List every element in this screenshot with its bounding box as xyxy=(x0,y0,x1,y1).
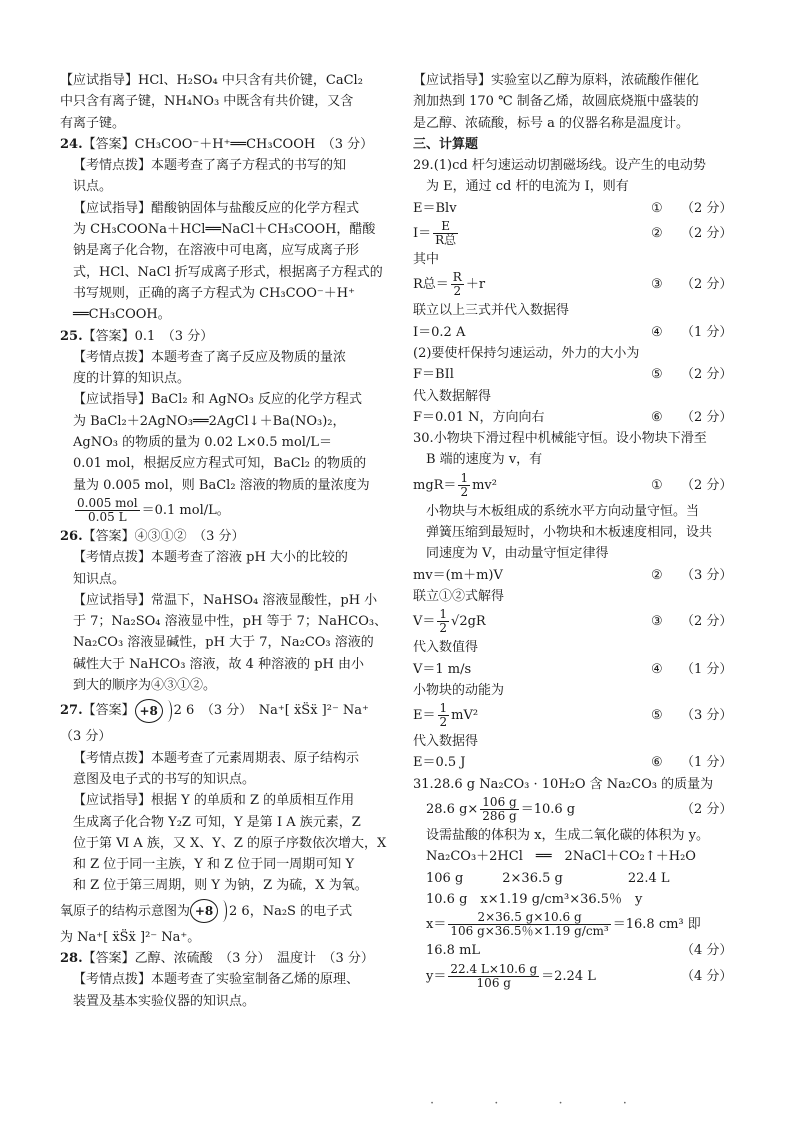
equation-line: F＝0.01 N，方向向右 ⑥ （2 分） xyxy=(413,409,733,425)
equation-line: E＝0.5 J ⑥ （1 分） xyxy=(413,755,733,771)
q31-number: 31. xyxy=(413,776,434,792)
text-line: 代入数据解得 xyxy=(413,388,492,404)
q31-line: 31.28.6 g Na₂CO₃ · 10H₂O 含 Na₂CO₃ 的质量为 xyxy=(413,776,714,792)
text-line: 碱性大于 NaHCO₃ 溶液，故 4 种溶液的 pH 由小 xyxy=(73,656,365,672)
answer-text: 【答案】乙醇、浓硫酸 （3 分） 温度计 （3 分） xyxy=(82,950,374,966)
q30-line: 30.小物块下滑过程中机械能守恒。设小物块下滑至 xyxy=(413,431,707,447)
equation-line: 28.6 g× $\frac{106 g}{286 g}$ ＝10.6 g （2 分） xyxy=(426,795,733,824)
text-line: 【应试指导】HCl、H₂SO₄ 中只含有共价键，CaCl₂ xyxy=(60,73,363,88)
text-line: 代入数据得 xyxy=(413,734,479,750)
electron-shell-icon xyxy=(218,900,227,922)
q27-answer: 27.【答案】 +8 2 6 （3 分） Na⁺[ ẍS̈ẍ ]²⁻ Na⁺ xyxy=(60,696,405,726)
left-column xyxy=(60,70,405,1012)
fraction: $\frac{22.4 L\times 10.6 g}{106 g}$ xyxy=(450,961,538,990)
text-line: 意图及电子式的书写的知识点。 xyxy=(73,771,256,787)
equation-line: y＝ $\frac{22.4 L\times 10.6 g}{106 g}$ ＝2.24 L （4 分） xyxy=(426,961,733,990)
text-line: 书写规则，正确的离子方程式为 CH₃COO⁻＋H⁺ xyxy=(73,285,355,301)
fraction: $\frac{1}{2}$ xyxy=(460,470,469,499)
equation-line: I＝ $\frac{E}{\text{R总}}$ ② （2 分） xyxy=(413,219,733,248)
atom-nucleus-icon: +8 xyxy=(135,699,163,723)
fraction: $\frac{1}{2}$ xyxy=(439,607,448,636)
text-line: 小物块与木板组成的系统水平方向动量守恒。当 xyxy=(426,503,700,519)
q26-answer xyxy=(60,526,405,547)
text-line: 和 Z 位于同一主族，Y 和 Z 位于同一周期可知 Y xyxy=(73,857,355,873)
formula-line: 氧原子的结构示意图为 +8 2 6，Na₂S 的电子式 xyxy=(60,897,405,927)
answer-text: 【答案】CH₃COO⁻＋H⁺══CH₃COOH （3 分） xyxy=(82,136,374,152)
text-line: 和 Z 位于第三周期，则 Y 为钠，Z 为硫，X 为氧。 xyxy=(73,878,368,894)
q28-number: 28. xyxy=(60,950,83,966)
equation-line: x＝ $\frac{2\times 36.5 g\times 10.6 g}{\text{106 g×36.5％×1.19 g/cm³}}$ ＝16.8 cm³ 即 xyxy=(426,910,701,939)
text-line: B 端的速度为 v，有 xyxy=(426,452,543,468)
answer-text: 【答案】④③①② （3 分） xyxy=(82,528,245,544)
equation-line: F＝BIl ⑤ （2 分） xyxy=(413,367,733,383)
text-line: 识点。 xyxy=(73,179,113,195)
q29-line: 29.(1)cd 杆匀速运动切割磁场线。设产生的电动势 xyxy=(413,158,706,174)
text-line: AgNO₃ 的物质的量为 0.02 L×0.5 mol/L＝ xyxy=(73,435,332,451)
text-line: 【应试指导】醋酸钠固体与盐酸反应的化学方程式 xyxy=(73,200,360,216)
q24-answer xyxy=(60,134,405,155)
text-line: (2)要使杆保持匀速运动，外力的大小为 xyxy=(413,345,640,361)
fraction: $\frac{1}{2}$ xyxy=(439,701,448,730)
text-line: 为 E，通过 cd 杆的电流为 I，则有 xyxy=(426,179,629,195)
fraction: $\frac{E}{\text{R总}}$ xyxy=(435,219,457,248)
answer-text: 【答案】0.1 （3 分） xyxy=(82,328,214,344)
electron-shell-icon xyxy=(163,700,172,722)
q28-answer xyxy=(60,948,405,969)
text-line: 【考情点拨】本题考查了离子方程式的书写的知 xyxy=(73,158,347,174)
text-line: （3 分） xyxy=(60,729,112,745)
q29-number: 29. xyxy=(413,158,434,174)
reaction-row: 106 g 2×36.5 g 22.4 L xyxy=(426,870,670,886)
equation-line: V＝ $\frac{1}{2}$ √2gR ③ （2 分） xyxy=(413,607,733,636)
text-line: 为 Na⁺[ ẍS̈ẍ ]²⁻ Na⁺。 xyxy=(60,929,201,945)
text-line: 于 7；Na₂SO₄ 溶液显中性，pH 等于 7；NaHCO₃、 xyxy=(73,614,388,630)
reaction-equation: Na₂CO₃＋2HCl ══ 2NaCl＋CO₂↑＋H₂O xyxy=(426,849,696,865)
text-line: 到大的顺序为④③①②。 xyxy=(73,678,217,694)
equation-line: E＝ $\frac{1}{2}$ mV² ⑤ （3 分） xyxy=(413,701,733,730)
text-line: ══CH₃COOH。 xyxy=(73,307,171,323)
fraction: $\frac{R}{2}$ xyxy=(452,270,462,299)
q26-number: 26. xyxy=(60,528,83,544)
text-line: 装置及基本实验仪器的知识点。 xyxy=(73,993,256,1009)
text-line: 【考情点拨】本题考查了元素周期表、原子结构示 xyxy=(73,750,360,766)
q30-number: 30. xyxy=(413,431,434,447)
text-line: 中只含有离子键，NH₄NO₃ 中既含有共价键，又含 xyxy=(60,94,354,110)
text-line: 为 BaCl₂＋2AgNO₃══2AgCl↓＋Ba(NO₃)₂， xyxy=(73,413,346,429)
equation-line: I＝0.2 A ④ （1 分） xyxy=(413,324,733,340)
text-line: 钠是离子化合物，在溶液中可电离，应写成离子形 xyxy=(73,243,360,259)
atom-nucleus-icon: +8 xyxy=(190,899,218,923)
equation-line: R总＝ $\frac{R}{2}$ ＋r ③ （2 分） xyxy=(413,270,733,299)
text-line: 是乙醇、浓硫酸，标号 a 的仪器名称是温度计。 xyxy=(413,115,690,131)
text-line: 位于第 Ⅵ A 族，又 X、Y、Z 的原子序数依次增大，X xyxy=(73,835,387,851)
text-line: 其中 xyxy=(413,252,440,268)
fraction: $\frac{\text{0.005 mol}}{0.05 L}$ xyxy=(77,495,138,524)
text-line: 为 CH₃COONa＋HCl══NaCl＋CH₃COOH，醋酸 xyxy=(73,222,376,238)
equation-line: E＝Blv ① （2 分） xyxy=(413,200,733,216)
fraction: $\frac{106 g}{286 g}$ xyxy=(482,795,517,824)
text-line: 有离子键。 xyxy=(60,115,126,131)
q24-number: 24. xyxy=(60,136,83,152)
text-line: 【应试指导】根据 Y 的单质和 Z 的单质相互作用 xyxy=(73,793,355,809)
text-line: 0.01 mol，根据反应方程式可知，BaCl₂ 的物质的 xyxy=(73,456,367,472)
q27-number: 27. xyxy=(60,703,83,719)
text-line: 【考情点拨】本题考查了离子反应及物质的量浓 xyxy=(73,349,347,365)
text-line: 联立①②式解得 xyxy=(413,588,505,604)
text-line: 设需盐酸的体积为 x，生成二氧化碳的体积为 y。 xyxy=(426,828,709,844)
text-line: 【应试指导】常温下，NaHSO₄ 溶液显酸性，pH 小 xyxy=(73,592,378,608)
text-line: 生成离子化合物 Y₂Z 可知，Y 是第 Ⅰ A 族元素，Z xyxy=(73,814,361,830)
reaction-row: 10.6 g x×1.19 g/cm³×36.5％ y xyxy=(426,891,643,907)
q25-number: 25. xyxy=(60,328,83,344)
q25-answer xyxy=(60,326,405,347)
text-line: 代入数值得 xyxy=(413,640,479,656)
equation-line: mv＝(m＋m)V ② （3 分） xyxy=(413,567,733,583)
text-line: 式，HCl、NaCl 折写成离子形式，根据离子方程式的 xyxy=(73,264,383,280)
text-line: 联立以上三式并代入数据得 xyxy=(413,303,570,319)
text-line: 【考情点拨】本题考查了实验室制备乙烯的原理、 xyxy=(73,972,360,988)
fraction: $\frac{2\times 36.5 g\times 10.6 g}{\text{106 g×36.5％×1.19 g/cm³}}$ xyxy=(450,910,609,939)
equation-line: mgR＝ $\frac{1}{2}$ mv² ① （2 分） xyxy=(413,470,733,499)
scan-noise-dots: · · · · xyxy=(430,1096,655,1111)
text-line: 度的计算的知识点。 xyxy=(73,371,191,387)
equation-line: V＝1 m/s ④ （1 分） xyxy=(413,661,733,677)
text-line: 知识点。 xyxy=(73,571,126,587)
text-line: 弹簧压缩到最短时，小物块和木板速度相同，设共 xyxy=(426,525,713,541)
text-line: 【应试指导】BaCl₂ 和 AgNO₃ 反应的化学方程式 xyxy=(73,392,362,408)
formula-line: $\frac{\text{0.005 mol}}{0.05 L}$ ＝0.1 mol/L。 xyxy=(77,495,230,524)
text-line: 剂加热到 170 ℃ 制备乙烯，故圆底烧瓶中盛装的 xyxy=(413,94,699,110)
electron-shells: 2 6 xyxy=(173,703,195,719)
text-line: 同速度为 V，由动量守恒定律得 xyxy=(426,546,609,562)
text-line: 【应试指导】实验室以乙醇为原料，浓硫酸作催化 xyxy=(413,73,700,88)
text-line: 小物块的动能为 xyxy=(413,682,505,698)
text-line: 量为 0.005 mol，则 BaCl₂ 溶液的物质的量浓度为 xyxy=(73,477,370,493)
text-line: Na₂CO₃ 溶液显碱性，pH 大于 7，Na₂CO₃ 溶液的 xyxy=(73,635,374,651)
section-title: 三、计算题 xyxy=(413,136,479,152)
electron-formula: Na⁺[ ẍS̈ẍ ]²⁻ Na⁺ xyxy=(258,703,369,719)
equation-line: 16.8 mL （4 分） xyxy=(426,943,733,959)
text-line: 【考情点拨】本题考查了溶液 pH 大小的比较的 xyxy=(73,550,348,566)
right-column xyxy=(413,70,758,992)
